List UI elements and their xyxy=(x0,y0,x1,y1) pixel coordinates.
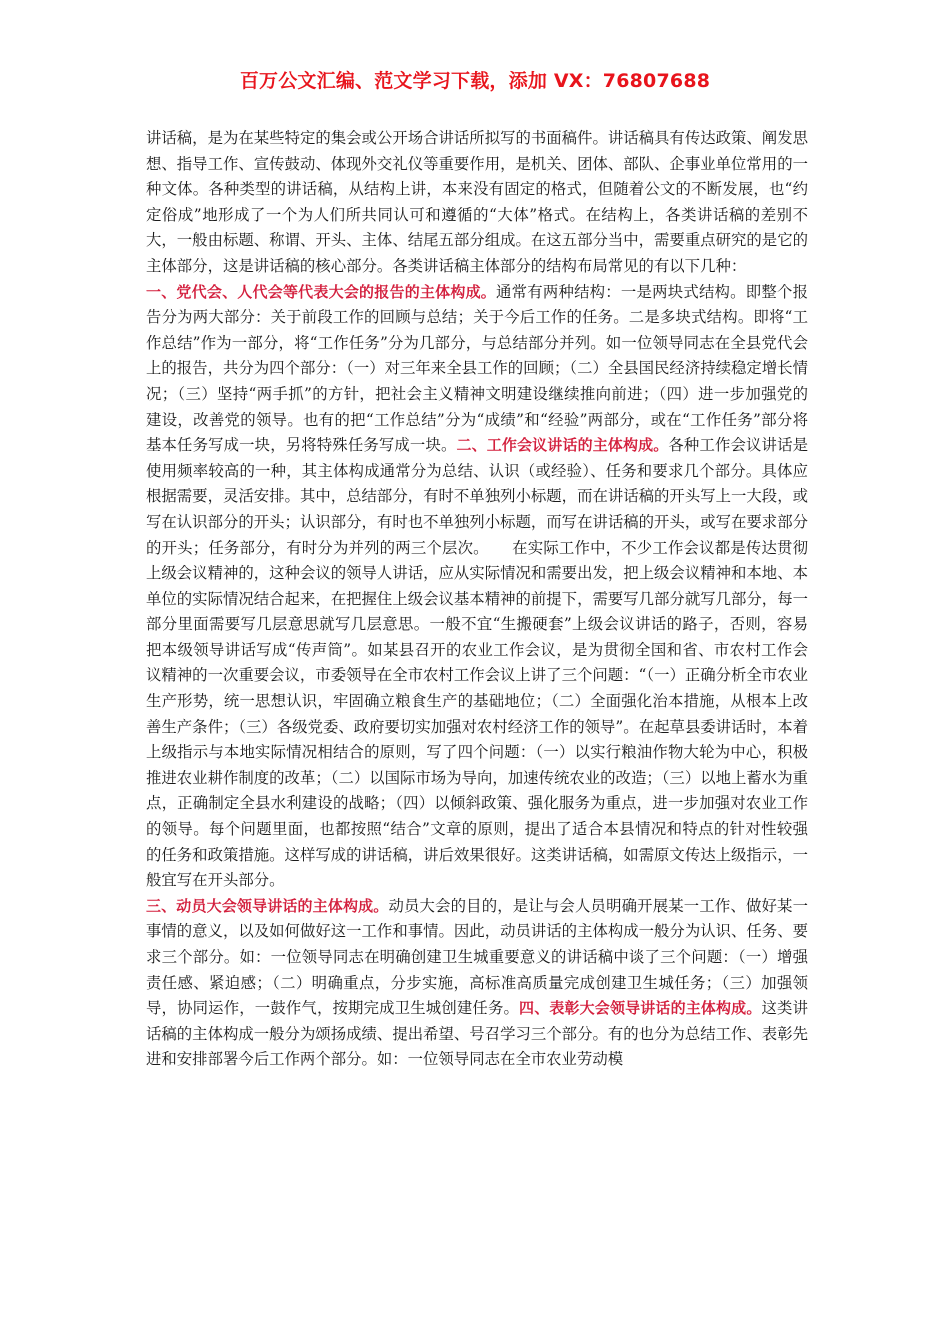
section-text-3: 动员大会的目的，是让与会人员明确开展某一工作、做好某一事情的意义，以及如何做好这一工作和事情。因此，动员讲话的主体构成一般分为认识、任务、要求三个部分。如：一位领导同志在明确创建卫生城重要意义的讲话稿中谈了三个问题：（一）增强责任感、紧迫感；（二）明确重点，分步实施，高标准高质量完成创建卫生城任务；（三）加强领导，协同运作，一鼓作气，按期完成卫生城创建任务。 xyxy=(146,896,808,1018)
section-text-4: 这类讲话稿的主体构成一般分为颂扬成绩、提出希望、号召学习三个部分。有的也分为总结工作、表彰先进和安排部署今后工作两个部分。如：一位领导同志在全市农业劳动模 xyxy=(146,999,808,1069)
intro-paragraph: 讲话稿，是为在某些特定的集会或公开场合讲话所拟写的书面稿件。讲话稿具有传达政策、阐发思想、指导工作、宣传鼓动、体现外交礼仪等重要作用，是机关、团体、部队、企事业单位常用的一种文体。各种类型的讲话稿，从结构上讲，本来没有固定的格式，但随着公文的不断发展，也“约定俗成”地形成了一个为人们所共同认可和遵循的“大体”格式。在结构上，各类讲话稿的差别不大，一般由标题、称谓、开头、主体、结尾五部分组成。在这五部分当中，需要重点研究的是它的主体部分，这是讲话稿的核心部分。各类讲话稿主体部分的结构布局常见的有以下几种： xyxy=(146,129,808,275)
section-heading-3: 三、动员大会领导讲话的主体构成。 xyxy=(146,896,389,915)
promo-banner: 百万公文汇编、范文学习下载，添加 VX：76807688 xyxy=(239,70,711,92)
section-heading-2: 二、工作会议讲话的主体构成。 xyxy=(456,436,669,455)
section-heading-4: 四、表彰大会领导讲话的主体构成。 xyxy=(519,999,762,1018)
section-text-1: 通常有两种结构：一是两块式结构。即整个报告分为两大部分：关于前段工作的回顾与总结；关于今后工作的任务。二是多块式结构。即将“工作总结”作为一部分，将“工作任务”分为几部分，与总结部分并列。如一位领导同志在全县党代会上的报告，共分为四个部分：（一）对三年来全县工作的回顾；（二）全县国民经济持续稳定增长情况；（三）坚持“两手抓”的方针，把社会主义精神文明建设继续推向前进；（四）进一步加强党的建设，改善党的领导。也有的把“工作总结”分为“成绩”和“经验”两部分，或在“工作任务”部分将基本任务写成一块，另将特殊任务写成一块。 xyxy=(146,282,808,455)
article-body xyxy=(146,126,808,1073)
section-heading-1: 一、党代会、人代会等代表大会的报告的主体构成。 xyxy=(146,282,497,301)
section-text-2: 各种工作会议讲话是使用频率较高的一种，其主体构成通常分为总结、认识（或经验）、任务和要求几个部分。具体应根据需要，灵活安排。其中，总结部分，有时不单独列小标题，而在讲话稿的开头写上一大段，或写在认识部分的开头；认识部分，有时也不单独列小标题，而写在讲话稿的开头，或写在要求部分的开头；任务部分，有时分为并列的两三个层次。 在实际工作中，不少工作会议都是传达贯彻上级会议精神的，这种会议的领导人讲话，应从实际情况和需要出发，把上级会议精神和本地、本单位的实际情况结合起来，在把握住上级会议基本精神的前提下，需要写几部分就写几部分，每一部分里面需要写几层意思就写几层意思。一般不宜“生搬硬套”上级会议讲话的路子，否则，容易把本级领导讲话写成“传声筒”。如某县召开的农业工作会议，是为贯彻全国和省、市农村工作会议精神的一次重要会议，市委领导在全市农村工作会议上讲了三个问题：“（一）正确分析全市农业生产形势，统一思想认识，牢固确立粮食生产的基础地位；（二）全面强化治本措施，从根本上改善生产条件；（三）各级党委、政府要切实加强对农村经济工作的领导”。在起草县委讲话时，本着上级指示与本地实际情况相结合的原则，写了四个问题：（一）以实行粮油作物大轮为中心，积极推进农业耕作制度的改革；（二）以国际市场为导向，加速传统农业的改造；（三）以地上蓄水为重点，正确制定全县水利建设的战略；（四）以倾斜政策、强化服务为重点，进一步加强对农业工作的领导。每个问题里面，也都按照“结合”文章的原则，提出了适合本县情况和特点的针对性较强的任务和政策措施。这样写成的讲话稿，讲后效果很好。这类讲话稿，如需原文传达上级指示，一般宜写在开头部分。 xyxy=(146,436,808,890)
